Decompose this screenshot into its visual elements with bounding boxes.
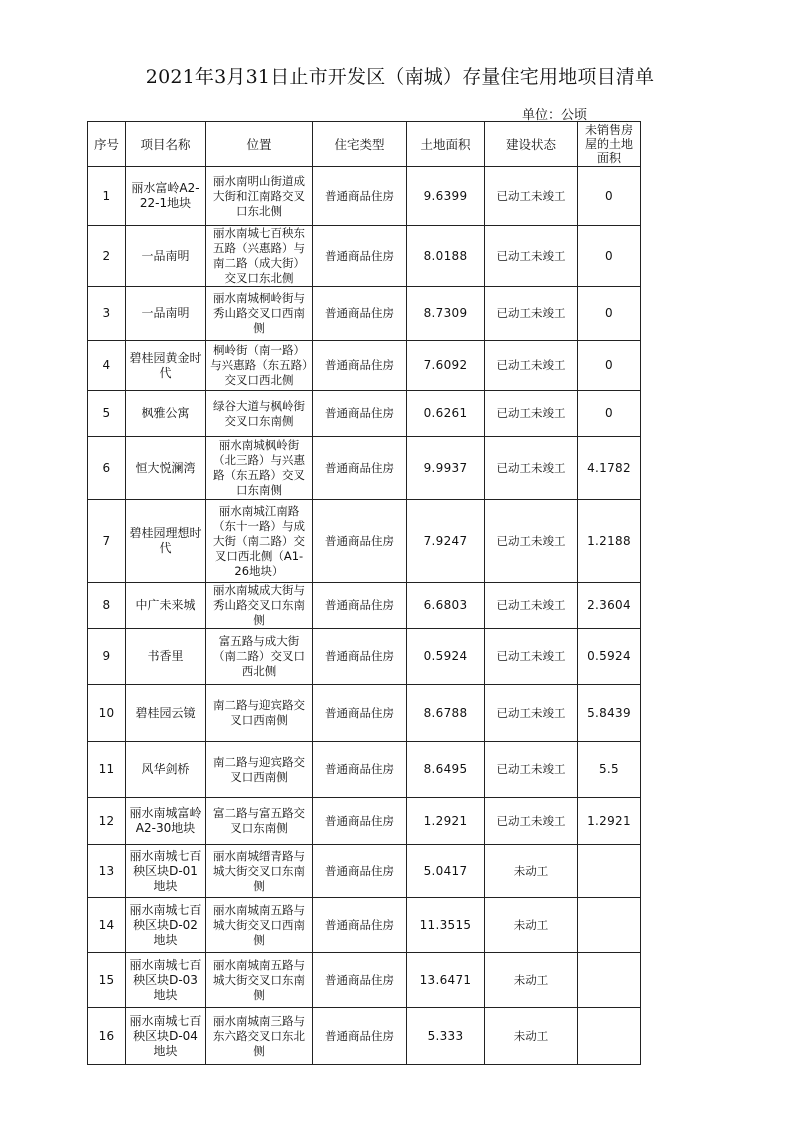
row-construction-status: 已动工未竣工	[485, 629, 578, 685]
row-land-area: 6.6803	[407, 583, 485, 629]
table-row	[88, 226, 641, 287]
table-row	[88, 500, 641, 583]
row-housing-type: 普通商品住房	[313, 391, 407, 437]
row-construction-status: 已动工未竣工	[485, 437, 578, 500]
row-unsold-land-area: 0	[578, 391, 641, 437]
row-project-name: 丽水南城七百秧区块D-03地块	[126, 953, 206, 1008]
table-row	[88, 953, 641, 1008]
row-location: 丽水南城江南路（东十一路）与成大街（南二路）交叉口西北侧（A1-26地块）	[206, 500, 313, 583]
row-unsold-land-area: 0	[578, 341, 641, 391]
row-project-name: 一品南明	[126, 226, 206, 287]
row-unsold-land-area	[578, 898, 641, 953]
header-unsold-land-area: 未销售房屋的土地面积	[578, 122, 641, 167]
row-serial: 3	[88, 287, 126, 341]
row-location: 南二路与迎宾路交叉口西南侧	[206, 685, 313, 742]
row-unsold-land-area: 1.2921	[578, 798, 641, 845]
row-housing-type: 普通商品住房	[313, 953, 407, 1008]
row-land-area: 0.5924	[407, 629, 485, 685]
row-serial: 4	[88, 341, 126, 391]
row-unsold-land-area	[578, 1008, 641, 1065]
row-land-area: 8.0188	[407, 226, 485, 287]
row-project-name: 风华剑桥	[126, 742, 206, 798]
row-project-name: 碧桂园黄金时代	[126, 341, 206, 391]
table-row	[88, 167, 641, 226]
row-serial: 1	[88, 167, 126, 226]
table-row	[88, 845, 641, 898]
row-construction-status: 未动工	[485, 845, 578, 898]
row-location: 桐岭街（南一路）与兴惠路（东五路）交叉口西北侧	[206, 341, 313, 391]
row-location: 丽水南城七百秧东五路（兴惠路）与南二路（成大街）交叉口东北侧	[206, 226, 313, 287]
row-housing-type: 普通商品住房	[313, 629, 407, 685]
row-housing-type: 普通商品住房	[313, 287, 407, 341]
table-row	[88, 898, 641, 953]
row-project-name: 枫雅公寓	[126, 391, 206, 437]
row-construction-status: 已动工未竣工	[485, 226, 578, 287]
table-row	[88, 685, 641, 742]
header-land-area: 土地面积	[407, 122, 485, 167]
table-header-row	[88, 122, 641, 167]
row-project-name: 丽水富岭A2-22-1地块	[126, 167, 206, 226]
row-project-name: 书香里	[126, 629, 206, 685]
row-serial: 7	[88, 500, 126, 583]
row-project-name: 碧桂园云镜	[126, 685, 206, 742]
table-row	[88, 798, 641, 845]
row-serial: 5	[88, 391, 126, 437]
row-land-area: 9.6399	[407, 167, 485, 226]
row-unsold-land-area: 5.8439	[578, 685, 641, 742]
row-project-name: 一品南明	[126, 287, 206, 341]
row-construction-status: 已动工未竣工	[485, 583, 578, 629]
document-title: 2021年3月31日止市开发区（南城）存量住宅用地项目清单	[145, 66, 655, 88]
row-project-name: 丽水南城七百秧区块D-01地块	[126, 845, 206, 898]
row-land-area: 9.9937	[407, 437, 485, 500]
row-housing-type: 普通商品住房	[313, 742, 407, 798]
row-construction-status: 已动工未竣工	[485, 167, 578, 226]
row-land-area: 8.6788	[407, 685, 485, 742]
row-serial: 12	[88, 798, 126, 845]
row-serial: 15	[88, 953, 126, 1008]
row-location: 丽水南城缙青路与城大街交叉口东南侧	[206, 845, 313, 898]
row-construction-status: 已动工未竣工	[485, 391, 578, 437]
row-construction-status: 未动工	[485, 953, 578, 1008]
land-project-table	[87, 121, 641, 1065]
row-construction-status: 已动工未竣工	[485, 287, 578, 341]
row-location: 富五路与成大街（南二路）交叉口西北侧	[206, 629, 313, 685]
row-housing-type: 普通商品住房	[313, 583, 407, 629]
row-project-name: 恒大悦澜湾	[126, 437, 206, 500]
row-land-area: 5.333	[407, 1008, 485, 1065]
row-location: 丽水南明山街道成大街和江南路交叉口东北侧	[206, 167, 313, 226]
row-serial: 6	[88, 437, 126, 500]
row-location: 丽水南城成大街与秀山路交叉口东南侧	[206, 583, 313, 629]
header-construction-status: 建设状态	[485, 122, 578, 167]
row-serial: 10	[88, 685, 126, 742]
row-location: 丽水南城南五路与城大街交叉口东南侧	[206, 953, 313, 1008]
row-unsold-land-area	[578, 953, 641, 1008]
row-housing-type: 普通商品住房	[313, 437, 407, 500]
row-land-area: 11.3515	[407, 898, 485, 953]
row-location: 绿谷大道与枫岭街交叉口东南侧	[206, 391, 313, 437]
row-housing-type: 普通商品住房	[313, 226, 407, 287]
row-location: 丽水南城桐岭街与秀山路交叉口西南侧	[206, 287, 313, 341]
row-housing-type: 普通商品住房	[313, 898, 407, 953]
row-serial: 2	[88, 226, 126, 287]
row-unsold-land-area: 0	[578, 287, 641, 341]
row-location: 丽水南城枫岭街（北三路）与兴惠路（东五路）交叉口东南侧	[206, 437, 313, 500]
row-unsold-land-area: 0	[578, 226, 641, 287]
row-unsold-land-area: 0	[578, 167, 641, 226]
row-land-area: 13.6471	[407, 953, 485, 1008]
row-construction-status: 已动工未竣工	[485, 742, 578, 798]
row-construction-status: 已动工未竣工	[485, 341, 578, 391]
table-row	[88, 1008, 641, 1065]
table-row	[88, 629, 641, 685]
row-project-name: 碧桂园理想时代	[126, 500, 206, 583]
table-row	[88, 742, 641, 798]
row-land-area: 7.9247	[407, 500, 485, 583]
row-land-area: 1.2921	[407, 798, 485, 845]
header-housing-type: 住宅类型	[313, 122, 407, 167]
row-serial: 8	[88, 583, 126, 629]
row-serial: 16	[88, 1008, 126, 1065]
row-housing-type: 普通商品住房	[313, 798, 407, 845]
unit-label: 单位：公顷	[522, 108, 588, 123]
row-unsold-land-area: 0.5924	[578, 629, 641, 685]
table-row	[88, 391, 641, 437]
row-serial: 11	[88, 742, 126, 798]
row-project-name: 丽水南城七百秧区块D-04地块	[126, 1008, 206, 1065]
row-serial: 9	[88, 629, 126, 685]
table-row	[88, 583, 641, 629]
row-housing-type: 普通商品住房	[313, 845, 407, 898]
row-unsold-land-area: 1.2188	[578, 500, 641, 583]
row-land-area: 5.0417	[407, 845, 485, 898]
row-unsold-land-area: 4.1782	[578, 437, 641, 500]
row-unsold-land-area	[578, 845, 641, 898]
row-serial: 13	[88, 845, 126, 898]
row-construction-status: 未动工	[485, 898, 578, 953]
row-location: 丽水南城南五路与城大街交叉口西南侧	[206, 898, 313, 953]
row-location: 富二路与富五路交叉口东南侧	[206, 798, 313, 845]
header-location: 位置	[206, 122, 313, 167]
row-land-area: 8.7309	[407, 287, 485, 341]
row-project-name: 中广未来城	[126, 583, 206, 629]
row-unsold-land-area: 5.5	[578, 742, 641, 798]
row-housing-type: 普通商品住房	[313, 341, 407, 391]
row-construction-status: 已动工未竣工	[485, 500, 578, 583]
row-housing-type: 普通商品住房	[313, 167, 407, 226]
row-housing-type: 普通商品住房	[313, 500, 407, 583]
row-project-name: 丽水南城七百秧区块D-02地块	[126, 898, 206, 953]
header-serial: 序号	[88, 122, 126, 167]
row-location: 南二路与迎宾路交叉口西南侧	[206, 742, 313, 798]
row-land-area: 8.6495	[407, 742, 485, 798]
row-housing-type: 普通商品住房	[313, 1008, 407, 1065]
row-construction-status: 已动工未竣工	[485, 685, 578, 742]
row-project-name: 丽水南城富岭A2-30地块	[126, 798, 206, 845]
row-serial: 14	[88, 898, 126, 953]
row-land-area: 7.6092	[407, 341, 485, 391]
row-housing-type: 普通商品住房	[313, 685, 407, 742]
row-construction-status: 已动工未竣工	[485, 798, 578, 845]
row-location: 丽水南城南三路与东六路交叉口东北侧	[206, 1008, 313, 1065]
table-row	[88, 287, 641, 341]
table-row	[88, 341, 641, 391]
header-project-name: 项目名称	[126, 122, 206, 167]
table-row	[88, 437, 641, 500]
row-land-area: 0.6261	[407, 391, 485, 437]
row-unsold-land-area: 2.3604	[578, 583, 641, 629]
row-construction-status: 未动工	[485, 1008, 578, 1065]
